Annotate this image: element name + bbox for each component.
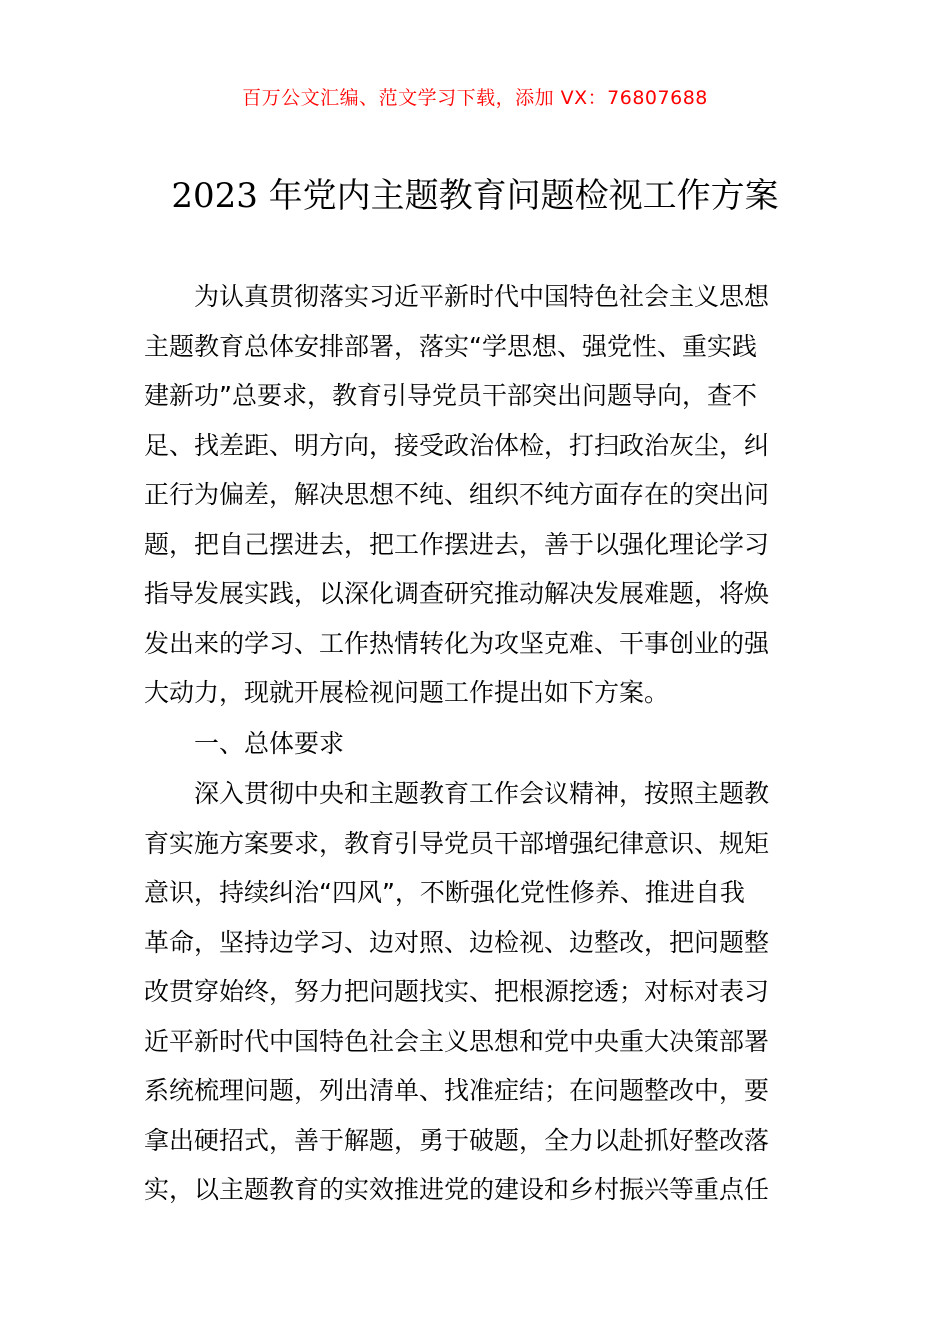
header-watermark-note: 百万公文汇编、范文学习下载，添加 VX：76807688 (242, 87, 708, 109)
paragraph-line: 发出来的学习、工作热情转化为攻坚克难、干事创业的强 (144, 628, 770, 658)
paragraph-line: 实，以主题教育的实效推进党的建设和乡村振兴等重点任 (144, 1175, 770, 1204)
section-heading-text: 一、总体要求 (194, 729, 345, 758)
paragraph-line: 近平新时代中国特色社会主义思想和党中央重大决策部署 (144, 1026, 770, 1056)
paragraph-line: 大动力，现就开展检视问题工作提出如下方案。 (144, 678, 670, 707)
paragraph-line: 足、找差距、明方向，接受政治体检，打扫政治灰尘，纠 (144, 430, 770, 460)
paragraph-line: 正行为偏差，解决思想不纯、组织不纯方面存在的突出问 (144, 480, 770, 509)
paragraph-line: 主题教育总体安排部署，落实“学思想、强党性、重实践 (144, 331, 757, 361)
paragraph-general-requirements (144, 769, 806, 1215)
paragraph-line: 系统梳理问题，列出清单、找准症结；在问题整改中，要 (144, 1076, 770, 1105)
section-heading-general-requirements (144, 719, 806, 769)
document-title: 2023 年党内主题教育问题检视工作方案 (171, 176, 779, 216)
paragraph-line: 意识，持续纠治“四风”，不断强化党性修养、推进自我 (144, 878, 745, 907)
paragraph-intro (144, 272, 806, 718)
paragraph-line: 为认真贯彻落实习近平新时代中国特色社会主义思想 (194, 282, 770, 311)
paragraph-line: 改贯穿始终，努力把问题找实、把根源挖透；对标对表习 (144, 977, 770, 1006)
paragraph-line: 拿出硬招式，善于解题，勇于破题，全力以赴抓好整改落 (144, 1125, 770, 1155)
paragraph-line: 题，把自己摆进去，把工作摆进去，善于以强化理论学习 (144, 529, 770, 559)
paragraph-line: 革命，坚持边学习、边对照、边检视、边整改，把问题整 (144, 927, 770, 957)
paragraph-line: 深入贯彻中央和主题教育工作会议精神，按照主题教 (194, 779, 770, 808)
paragraph-line: 指导发展实践，以深化调查研究推动解决发展难题，将焕 (144, 579, 770, 608)
paragraph-line: 建新功”总要求，教育引导党员干部突出问题导向，查不 (144, 381, 757, 410)
paragraph-line: 育实施方案要求，教育引导党员干部增强纪律意识、规矩 (144, 828, 770, 858)
